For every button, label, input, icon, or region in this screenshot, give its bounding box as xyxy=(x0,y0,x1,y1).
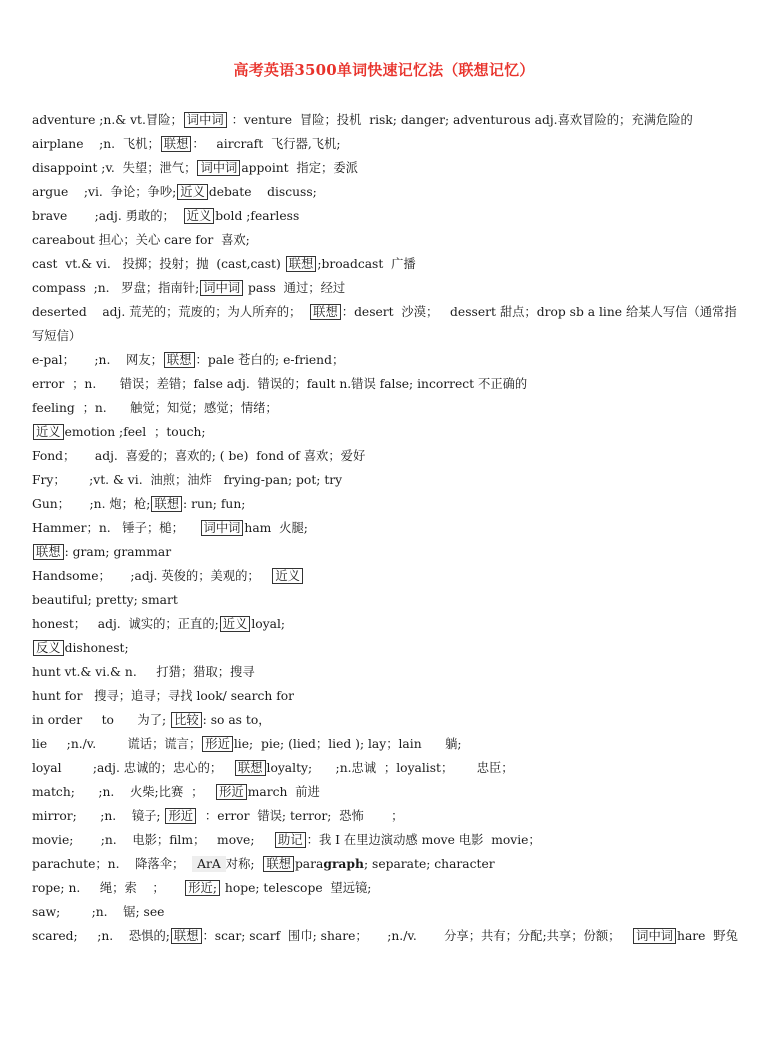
entry-text: : gram; grammar xyxy=(64,545,172,559)
boxed-label: 近义 xyxy=(272,568,303,584)
entry-text: ：error 错误; terror; 恐怖 ； xyxy=(197,809,404,823)
entry-text: ：venture 冒险；投机 risk; danger; adventurous adj.喜欢冒险的；充满危险的 xyxy=(227,113,693,127)
vocab-entry xyxy=(32,492,744,516)
boxed-label: 联想 xyxy=(151,496,182,512)
vocabulary-list xyxy=(32,108,744,948)
boxed-label: 联想 xyxy=(171,928,202,944)
boxed-label: 助记 xyxy=(275,832,306,848)
vocab-entry xyxy=(32,780,744,804)
vocab-entry xyxy=(32,204,744,228)
vocab-entry xyxy=(32,300,744,348)
entry-text: careabout 担心；关心 care for 喜欢; xyxy=(32,233,250,247)
vocab-entry xyxy=(32,612,744,636)
bold-text: graph xyxy=(323,856,364,871)
entry-text: argue ;vi. 争论；争吵; xyxy=(32,185,177,199)
boxed-label: 近义 xyxy=(220,616,251,632)
boxed-label: 比较 xyxy=(171,712,202,728)
entry-text: Handsome； ;adj. 英俊的；美观的； xyxy=(32,569,272,583)
entry-text: ：pale 苍白的; e-friend； xyxy=(195,353,345,367)
entry-text: ;broadcast 广播 xyxy=(317,257,416,271)
boxed-label: 形近; xyxy=(185,880,220,896)
entry-text: loyal ;adj. 忠诚的；忠心的； xyxy=(32,761,234,775)
vocab-entry xyxy=(32,228,744,252)
boxed-label: 联想 xyxy=(33,544,64,560)
entry-text: movie; ;n. 电影；film； move; xyxy=(32,833,275,847)
entry-text: lie; pie; (lied；lied ); lay；lain 躺; xyxy=(233,737,462,751)
entry-text: brave ;adj. 勇敢的； xyxy=(32,209,183,223)
page-title: 高考英语3500单词快速记忆法（联想记忆） xyxy=(233,61,535,79)
entry-text: in order to 为了; xyxy=(32,713,171,727)
vocab-entry xyxy=(32,588,744,612)
vocab-entry xyxy=(32,852,744,876)
boxed-label: 词中词 xyxy=(197,160,240,176)
entry-text: ham 火腿; xyxy=(244,521,308,535)
boxed-label: 联想 xyxy=(164,352,195,368)
entry-text: deserted adj. 荒芜的；荒废的；为人所弃的； xyxy=(32,305,310,319)
entry-text: Fry； ;vt. & vi. 油煎；油炸 frying-pan; pot; try xyxy=(32,473,343,487)
vocab-entry xyxy=(32,756,744,780)
vocab-entry xyxy=(32,372,744,396)
vocab-entry xyxy=(32,564,744,588)
vocab-entry xyxy=(32,156,744,180)
vocab-entry xyxy=(32,636,744,660)
entry-text: pass 通过；经过 xyxy=(244,281,346,295)
entry-text: honest； adj. 诚实的；正直的; xyxy=(32,617,219,631)
boxed-label: 联想 xyxy=(235,760,266,776)
boxed-label: 词中词 xyxy=(633,928,676,944)
boxed-label: 联想 xyxy=(286,256,317,272)
entry-text: feeling ；n. 触觉；知觉；感觉；情绪； xyxy=(32,401,278,415)
vocab-entry xyxy=(32,420,744,444)
vocab-entry xyxy=(32,660,744,684)
entry-text: ： aircraft 飞行器,飞机; xyxy=(192,137,341,151)
vocab-entry xyxy=(32,468,744,492)
vocab-entry xyxy=(32,132,744,156)
entry-text: hunt vt.& vi.& n. 打猎；猎取；搜寻 xyxy=(32,665,255,679)
boxed-label: 形近 xyxy=(216,784,247,800)
boxed-label: 联想 xyxy=(310,304,341,320)
entry-text: hunt for 搜寻；追寻；寻找 look/ search for xyxy=(32,689,295,703)
boxed-label: 近义 xyxy=(33,424,64,440)
vocab-entry xyxy=(32,804,744,828)
entry-text: appoint 指定；委派 xyxy=(241,161,358,175)
entry-text: parachute；n. 降落伞； xyxy=(32,857,193,871)
entry-text: ：我 I 在里边演动感 move 电影 movie； xyxy=(306,833,541,847)
entry-text: ：scar; scarf 围巾; share； ;n./v. 分享；共有；分配;共享；份额； xyxy=(202,929,633,943)
vocab-entry xyxy=(32,252,744,276)
entry-text: Fond； adj. 喜爱的；喜欢的; ( be) fond of 喜欢；爱好 xyxy=(32,449,366,463)
entry-text: Hammer；n. 锤子；槌； xyxy=(32,521,200,535)
entry-text: : run; fun; xyxy=(183,497,246,511)
boxed-label: 词中词 xyxy=(184,112,227,128)
vocab-entry xyxy=(32,276,744,300)
boxed-label: 近义 xyxy=(184,208,215,224)
vocab-entry xyxy=(32,900,744,924)
vocab-entry xyxy=(32,924,744,948)
entry-text: march 前进 xyxy=(247,785,320,799)
entry-text: para xyxy=(294,857,324,871)
entry-text: scared; ;n. 恐惧的; xyxy=(32,929,170,943)
vocab-entry xyxy=(32,444,744,468)
entry-text: match; ;n. 火柴;比赛 ； xyxy=(32,785,216,799)
entry-text: saw; ;n. 锯; see xyxy=(32,905,165,919)
vocab-entry xyxy=(32,348,744,372)
entry-text: beautiful; pretty; smart xyxy=(32,593,178,607)
boxed-label: 形近 xyxy=(165,808,196,824)
highlighted-text: ArA xyxy=(192,856,226,872)
entry-text: compass ;n. 罗盘；指南针; xyxy=(32,281,200,295)
entry-text: hare 野兔 xyxy=(677,929,738,943)
entry-text: 对称; xyxy=(225,857,263,871)
vocab-entry xyxy=(32,540,744,564)
entry-text: ：desert 沙漠； dessert 甜点；drop sb a line 给某人写信（通常指写短信） xyxy=(32,305,737,343)
vocab-entry xyxy=(32,732,744,756)
vocab-entry xyxy=(32,396,744,420)
entry-text: cast vt.& vi. 投掷；投射；抛 (cast,cast) xyxy=(32,257,285,271)
entry-text: debate discuss; xyxy=(208,185,317,199)
boxed-label: 联想 xyxy=(263,856,294,872)
entry-text: adventure ;n.& vt.冒险； xyxy=(32,113,183,127)
entry-text: e-pal； ;n. 网友； xyxy=(32,353,163,367)
boxed-label: 反义 xyxy=(33,640,64,656)
entry-text: bold ;fearless xyxy=(215,209,300,223)
entry-text: error ；n. 错误；差错；false adj. 错误的；fault n.错误 false; incorrect 不正确的 xyxy=(32,377,528,391)
boxed-label: 词中词 xyxy=(201,520,244,536)
boxed-label: 近义 xyxy=(177,184,208,200)
entry-text: loyalty; ;n.忠诚 ；loyalist； 忠臣； xyxy=(266,761,514,775)
entry-text: lie ;n./v. 谎话；谎言； xyxy=(32,737,202,751)
vocab-entry xyxy=(32,180,744,204)
entry-text: hope; telescope 望远镜; xyxy=(220,881,372,895)
boxed-label: 形近 xyxy=(202,736,233,752)
entry-text: ; separate; character xyxy=(363,857,495,871)
vocab-entry xyxy=(32,708,744,732)
entry-text: rope; n. 绳；索 ； xyxy=(32,881,185,895)
vocab-entry xyxy=(32,828,744,852)
entry-text: disappoint ;v. 失望；泄气； xyxy=(32,161,197,175)
vocab-entry xyxy=(32,516,744,540)
vocab-entry xyxy=(32,108,744,132)
entry-text: dishonest; xyxy=(64,641,129,655)
boxed-label: 词中词 xyxy=(200,280,243,296)
boxed-label: 联想 xyxy=(161,136,192,152)
entry-text: emotion ;feel ；touch; xyxy=(64,425,206,439)
entry-text: airplane ;n. 飞机； xyxy=(32,137,160,151)
entry-text: Gun； ;n. 炮；枪; xyxy=(32,497,151,511)
vocab-entry xyxy=(32,876,744,900)
vocab-entry xyxy=(32,684,744,708)
entry-text: loyal; xyxy=(251,617,286,631)
entry-text: : so as to， xyxy=(202,713,271,727)
entry-text: mirror; ;n. 镜子; xyxy=(32,809,165,823)
